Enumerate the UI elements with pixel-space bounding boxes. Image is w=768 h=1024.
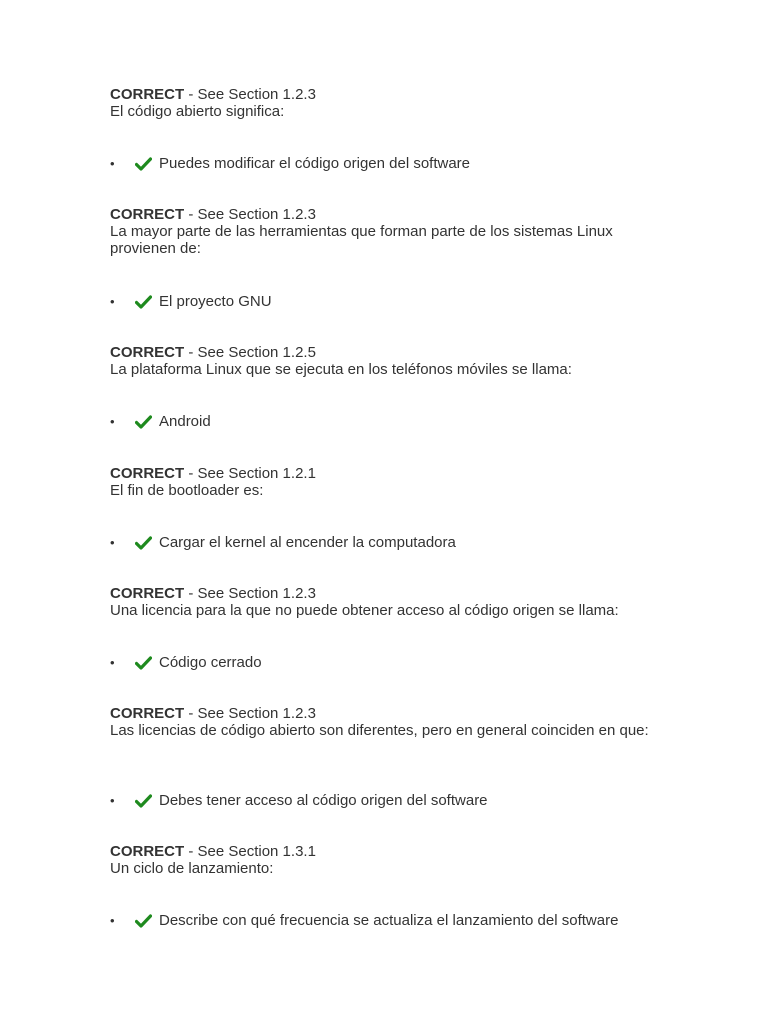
- answer-item: [110, 912, 710, 929]
- bullet-icon: •: [110, 294, 115, 309]
- bullet-icon: •: [110, 414, 115, 429]
- status-label: CORRECT: [110, 465, 185, 482]
- bullet-icon: •: [110, 535, 115, 550]
- section-reference: - See Section 1.2.3: [184, 585, 316, 602]
- answer-text: El proyecto GNU: [159, 293, 272, 310]
- check-icon: [135, 656, 152, 670]
- bullet-icon: •: [110, 156, 115, 171]
- question-text: Un ciclo de lanzamiento:: [110, 860, 274, 877]
- question-text: La mayor parte de las herramientas que forman parte de los sistemas Linux provienen de:: [110, 223, 613, 257]
- section-reference: - See Section 1.2.3: [184, 705, 316, 722]
- check-icon: [135, 295, 152, 309]
- question-text: La plataforma Linux que se ejecuta en los teléfonos móviles se llama:: [110, 361, 572, 378]
- question-text: El fin de bootloader es:: [110, 482, 264, 499]
- question-block: [110, 843, 650, 877]
- question-text: El código abierto significa:: [110, 103, 285, 120]
- answer-text: Puedes modificar el código origen del software: [159, 155, 471, 172]
- answer-text: Android: [159, 413, 211, 430]
- bullet-icon: •: [110, 913, 115, 928]
- section-reference: - See Section 1.3.1: [184, 843, 316, 860]
- question-block: [110, 344, 650, 378]
- answer-item: [110, 413, 710, 430]
- answer-text: Cargar el kernel al encender la computadora: [159, 534, 456, 551]
- check-icon: [135, 157, 152, 171]
- status-label: CORRECT: [110, 206, 185, 223]
- question-block: [110, 585, 650, 619]
- answer-item: [110, 155, 710, 172]
- answer-text: Debes tener acceso al código origen del software: [159, 792, 488, 809]
- answer-item: [110, 654, 710, 671]
- status-label: CORRECT: [110, 344, 185, 361]
- answer-item: [110, 534, 710, 551]
- bullet-icon: •: [110, 793, 115, 808]
- question-block: [110, 206, 650, 257]
- section-reference: - See Section 1.2.5: [184, 344, 316, 361]
- answer-item: [110, 792, 710, 809]
- question-text: Las licencias de código abierto son diferentes, pero en general coinciden en que:: [110, 722, 649, 739]
- check-icon: [135, 794, 152, 808]
- answer-item: [110, 293, 710, 310]
- status-label: CORRECT: [110, 86, 185, 103]
- bullet-icon: •: [110, 655, 115, 670]
- question-block: [110, 86, 650, 120]
- question-block: [110, 465, 650, 499]
- check-icon: [135, 914, 152, 928]
- status-label: CORRECT: [110, 585, 185, 602]
- question-block: [110, 705, 650, 739]
- status-label: CORRECT: [110, 705, 185, 722]
- answer-text: Código cerrado: [159, 654, 262, 671]
- section-reference: - See Section 1.2.1: [184, 465, 316, 482]
- section-reference: - See Section 1.2.3: [184, 206, 316, 223]
- question-text: Una licencia para la que no puede obtener acceso al código origen se llama:: [110, 602, 619, 619]
- section-reference: - See Section 1.2.3: [184, 86, 316, 103]
- check-icon: [135, 415, 152, 429]
- check-icon: [135, 536, 152, 550]
- status-label: CORRECT: [110, 843, 185, 860]
- answer-text: Describe con qué frecuencia se actualiza el lanzamiento del software: [159, 912, 619, 929]
